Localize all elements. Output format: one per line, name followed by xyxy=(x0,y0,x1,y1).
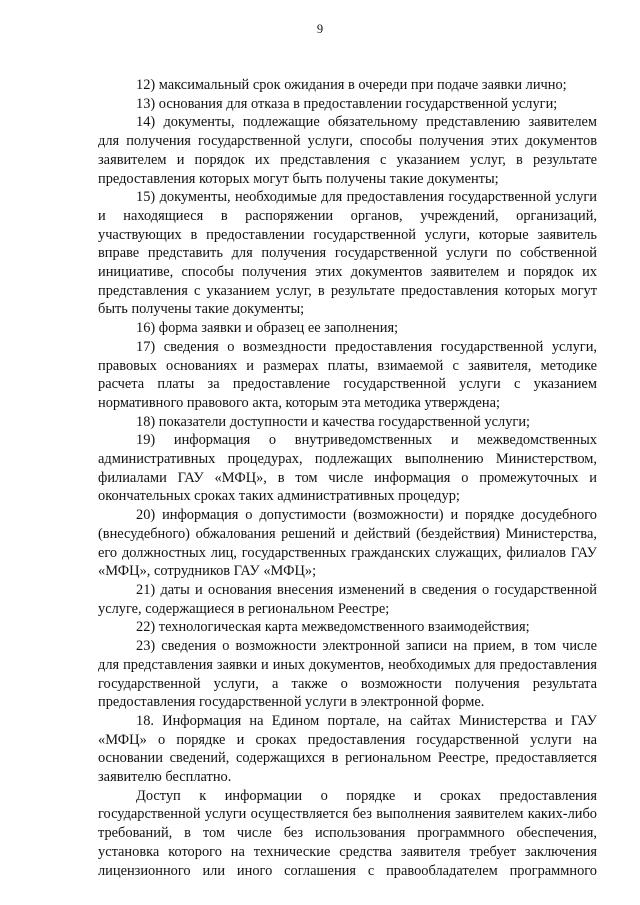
list-item-18: 18) показатели доступности и качества государственной услуги; xyxy=(136,413,531,430)
list-item-20: 20) информация о допустимости (возможности) и порядке досудебного (внесудебного) обжалования решений и действий (бездействия) Министерства, его должностных лиц, государственных гражданских служащих, филиалов ГАУ «МФЦ», сотрудников ГАУ «МФЦ»; xyxy=(98,507,597,580)
document-body xyxy=(98,76,597,880)
list-item-17: 17) сведения о возмездности предоставления государственной услуги, правовых основаниях и размерах платы, взимаемой с заявителя, методике расчета платы за предоставление государственной услуги с указанием нормативного правового акта, которым эта методика утверждена; xyxy=(98,338,597,411)
list-item-13: 13) основания для отказа в предоставлении государственной услуги; xyxy=(136,95,558,112)
page-number: 9 xyxy=(316,22,324,36)
list-item-12: 12) максимальный срок ожидания в очереди при подаче заявки лично; xyxy=(136,77,567,93)
list-item-19: 19) информация о внутриведомственных и межведомственных административных процедурах, подлежащих выполнению Министерством, филиалами ГАУ «МФЦ», в том числе информация о промежуточных и окончательных сроках таких административных процедур; xyxy=(98,432,597,505)
list-item-15: 15) документы, необходимые для предоставления государственной услуги и находящиеся в распоряжении органов, учреждений, организаций, участвующих в предоставлении государственной услуги, которые заявитель вправе представить для получения государственной услуги по собственной инициативе, способы получения этих документов заявителем и порядок их представления с указанием услуг, в результате предоставления которых могут быть получены такие документы; xyxy=(98,189,597,318)
list-item-14: 14) документы, подлежащие обязательному представлению заявителем для получения государственной услуги, способы получения этих документов заявителем и порядок их представления с указанием услуг, в результате предоставления которых могут быть получены такие документы; xyxy=(98,114,597,187)
list-item-22: 22) технологическая карта межведомственного взаимодействия; xyxy=(136,619,530,636)
list-item-23: 23) сведения о возможности электронной записи на прием, в том числе для представления заявки и иных документов, необходимых для предоставления государственной услуги, а также о возможности получения результата предоставления государственной услуги в электронной форме. xyxy=(98,638,597,711)
list-item-16: 16) форма заявки и образец ее заполнения; xyxy=(136,320,399,337)
paragraph-18: 18. Информация на Едином портале, на сайтах Министерства и ГАУ «МФЦ» о порядке и сроках предоставления государственной услуги на основании сведений, содержащихся в региональном Реестре, предоставляется заявителю бесплатно. xyxy=(98,712,597,786)
list-item-21: 21) даты и основания внесения изменений в сведения о государственной услуге, содержащиеся в региональном Реестре; xyxy=(98,581,597,617)
paragraph-access-info: Доступ к информации о порядке и сроках предоставления государственной услуги осуществляется без выполнения заявителем каких-либо требований, в том числе без использования программного обеспечения, установка которого на технические средства заявителя требует заключения лицензионного или иного соглашения с правообладателем программного xyxy=(98,787,597,879)
